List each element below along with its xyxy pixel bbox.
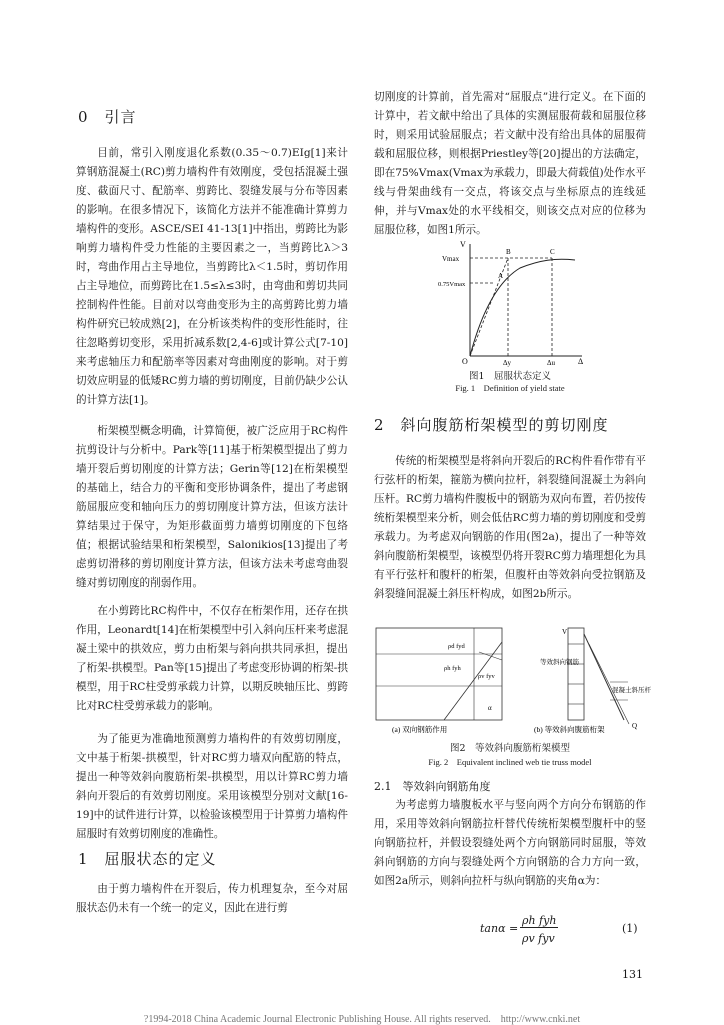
fig2b-equivalent-truss	[540, 628, 652, 730]
fig2-sub-b: (b) 等效斜向腹筋桁架	[534, 725, 605, 734]
fig2-label-q: Q	[632, 722, 638, 730]
intro-paragraph-1: 目前，常引入刚度退化系数(0.35～0.7)EIg[1]来计算钢筋混凝土(RC)剪力墙构件有效刚度，受包括混凝土强度、截面尺寸、配筋率、剪跨比、裂缝发展与分布等因素的影响。在很多情况下，该简化方法并不能准确计算剪力墙构件的变形。ASCE/SEI 41-13[1]中指出，剪跨比为影响剪力墙构件受力性能的主要因素之一，当剪跨比λ＞3时，弯曲作用占主导地位，当剪跨比λ＜1.5时，剪切作用占主导地位，而剪跨比在1.5≤λ≤3时，由弯曲和剪切共同控制构件性能。目前对以弯曲变形为主的高剪跨比剪力墙构件研究已较成熟[2]，在分析该类构件的变形性能时，往往忽略剪切变形，采用折减系数[2,4-6]或计算公式[7-10]来考虑轴压力和配筋率等因素对弯曲刚度的影响。对于剪切效应明显的低矮RC剪力墙的剪切刚度，目前仍缺少公认的计算方法[1]。	[76, 147, 348, 406]
copyright-footer: ?1994-2018 China Academic Journal Electronic Publishing House. All rights reserved. http://www.cnki.net	[143, 1014, 581, 1025]
fig1-label-v: V	[460, 240, 466, 249]
fig2-label-rho-v: ρv fyv	[478, 673, 495, 680]
fig2-label-strut: 混凝土斜压杆	[612, 687, 651, 694]
subsection-2-1: 2.1 等效斜向钢筋角度	[374, 780, 491, 793]
fig1-label-b: B	[506, 248, 511, 256]
figure-1-yield-state	[440, 238, 590, 366]
fig1-label-delta: Δ	[578, 357, 584, 366]
intro-paragraph-2: 桁架模型概念明确，计算简便，被广泛应用于RC构件抗剪设计与分析中。Park等[11]基于桁架模型提出了剪力墙开裂后剪切刚度的计算方法；Gerin等[12]在桁架模型的基础上，结合力的平衡和变形协调条件，提出了考虑钢筋屈服应变和轴向压力的剪切刚度计算方法，但该方法计算结果过于保守，为矩形截面剪力墙剪切刚度的下包络值；根据试验结果和桁架模型，Salonikios[13]提出了考虑剪切滑移的剪切刚度计算方法，但该方法未考虑弯曲裂缝对剪切刚度的削弱作用。	[76, 425, 348, 589]
fig1-label-origin: O	[462, 357, 468, 366]
yield-paragraph: 由于剪力墙构件在开裂后，传力机理复杂，至今对屈服状态仍未有一个统一的定义，因此在进行剪	[76, 883, 348, 914]
section-title-yield: 1 屈服状态的定义	[78, 850, 217, 868]
yield-definition-paragraph: 切刚度的计算前，首先需对“屈服点”进行定义。在下面的计算中，若文献中给出了具体的实测屈服荷载和屈服位移时，则采用试验屈服点；若文献中没有给出具体的屈服荷载和屈服位移，则根据Priestley等[20]提出的方法确定，即在75%Vmax(Vmax为承载力，即最大荷载值)处作水平线与骨架曲线有一交点，将该交点与坐标原点的连线延伸，并与Vmax处的水平线相交，则该交点对应的位移为屈服位移，如图1所示。	[374, 91, 646, 236]
equation-denominator: ρv fyv	[522, 932, 555, 945]
equation-number: (1)	[622, 922, 638, 935]
fig2-label-v: V	[562, 628, 568, 636]
equation-numerator: ρh fyh	[522, 914, 557, 927]
figure-1-caption-cn: 图1 屈服状态定义	[468, 371, 552, 382]
section-title-intro: 0 引言	[78, 108, 137, 126]
fig1-label-vmax: Vmax	[442, 255, 460, 263]
equation-lhs: tanα =	[480, 922, 519, 935]
fig1-skeleton-curve	[470, 259, 575, 356]
intro-paragraph-4: 为了能更为准确地预测剪力墙构件的有效剪切刚度，文中基于桁架-拱模型，针对RC剪力墙双向配筋的特点，提出一种等效斜向腹筋桁架-拱模型，用以计算RC剪力墙斜向开裂后的有效剪切刚度。采用该模型分别对文献[16-19]中的试件进行计算，以检验该模型用于计算剪力墙构件屈服时有效剪切刚度的准确性。	[76, 733, 348, 840]
section-title-truss: 2 斜向腹筋桁架模型的剪切刚度	[374, 416, 609, 434]
fig1-label-delta-y: Δy	[503, 359, 512, 367]
intro-paragraph-3: 在小剪跨比RC构件中，不仅存在桁架作用，还存在拱作用，Leonardt[14]在桁架模型中引入斜向压杆来考虑混凝土梁中的拱效应，剪力由桁架与斜向拱共同承担，提出了桁架-拱模型。Pan等[15]提出了考虑变形协调的桁架-拱模型，用于RC柱受剪承载力计算，以期反映轴压比、剪跨比对RC柱受剪承载力的影响。	[76, 605, 348, 712]
fig2-sub-a: (a) 双向钢筋作用	[392, 725, 448, 734]
figure-2-truss-model	[374, 624, 651, 736]
figure-2-caption-cn: 图2 等效斜向腹筋桁架模型	[449, 743, 571, 754]
figure-1-caption-en: Fig. 1 Definition of yield state	[455, 383, 565, 393]
fig1-label-a: A	[498, 272, 504, 280]
fig1-label-075vmax: 0.75Vmax	[438, 281, 466, 288]
fig1-label-delta-u: Δu	[547, 359, 556, 367]
page-number: 131	[622, 968, 643, 981]
fig2-label-rho-h: ρh fyh	[444, 665, 461, 672]
fig1-label-c: C	[550, 248, 555, 256]
fig2-label-equiv: 等效斜向钢筋	[540, 659, 579, 666]
fig2a-bidirectional-rebar	[376, 628, 502, 720]
fig2-label-alpha: α	[488, 704, 492, 712]
angle-paragraph: 为考虑剪力墙腹板水平与竖向两个方向分布钢筋的作用，采用等效斜向钢筋拉杆替代传统桁架模型腹杆中的竖向钢筋拉杆，并假设裂缝处两个方向钢筋同时屈服，等效斜向钢筋的方向与裂缝处两个方向钢筋的合力方向一致，如图2a所示，则斜向拉杆与纵向钢筋的夹角α为：	[374, 799, 646, 887]
fig2-label-rho-d: ρd fyd	[448, 643, 465, 650]
figure-2-caption-en: Fig. 2 Equivalent inclined web tie truss model	[428, 757, 592, 767]
truss-paragraph: 传统的桁架模型是将斜向开裂后的RC构件看作带有平行弦杆的桁架，箍筋为横向拉杆，斜裂缝间混凝土为斜向压杆。RC剪力墙构件腹板中的钢筋为双向布置，若仍按传统桁架模型来分析，则会低估RC剪力墙的剪切刚度和受剪承载力。为考虑双向钢筋的作用(图2a)，提出了一种等效斜向腹筋桁架模型，该模型仍将开裂RC剪力墙理想化为具有平行弦杆和腹杆的桁架，但腹杆由等效斜向受拉钢筋及斜裂缝间混凝土斜压杆构成，如图2b所示。	[374, 455, 646, 600]
